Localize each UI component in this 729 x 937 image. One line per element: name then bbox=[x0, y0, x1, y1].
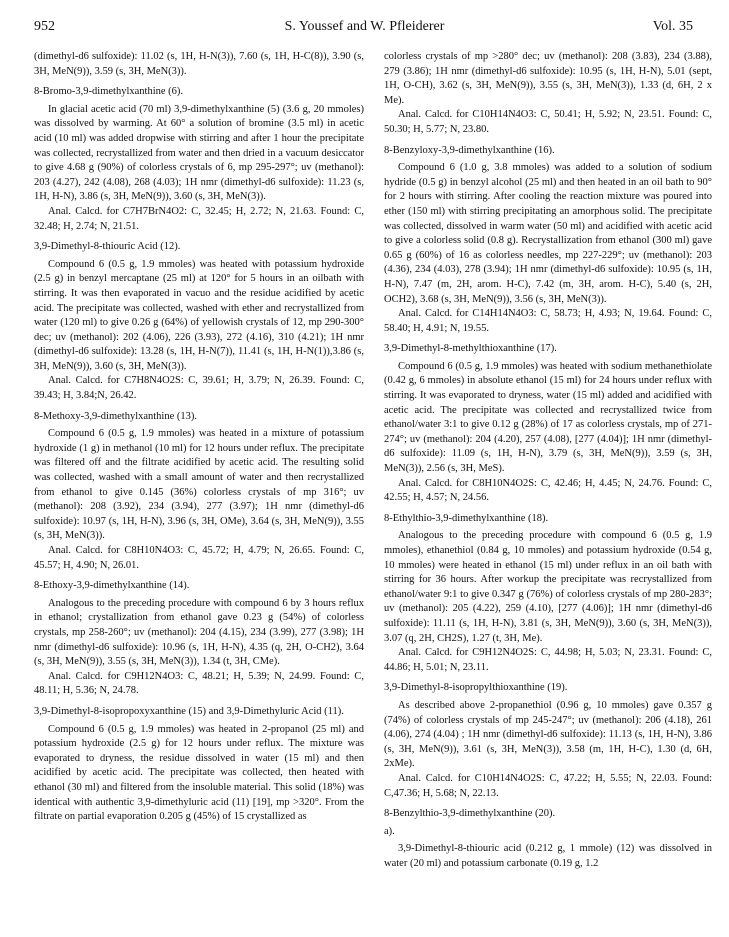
section-heading: 8-Ethylthio-3,9-dimethylxanthine (18). bbox=[384, 512, 549, 524]
paragraph: Compound 6 (0.5 g, 1.9 mmoles) was heated in 2-propanol (25 ml) and potassium hydroxide (2.5 g) for 12 hours under reflux. The mixture was evaporated to dryness, the residue dissolved in water (15 ml) and then acidified by acetic acid. The precipitate was collected, then heated with ethanol (30 ml) and filtered from the insoluble material. This solid (18%) was identical with authentic 3,9-dimethyluric acid (11) [19], mp >320°. From the filtrate on partial evaporation 0.205 g (45%) of 15 crystallized as bbox=[34, 723, 364, 823]
section-heading: 8-Benzylthio-3,9-dimethylxanthine (20). bbox=[384, 808, 556, 820]
right-column bbox=[384, 50, 712, 871]
analysis-line: Anal. Calcd. for C10H14N4O2S: C, 47.22; H, 5.55; N, 22.03. Found: C,47.36; H, 5.68; N, 22.13. bbox=[384, 772, 712, 799]
analysis-line: Anal. Calcd. for C7H8N4O2S: C, 39.61; H, 3.79; N, 26.39. Found: C, 39.43; H, 3.84;N, 26.42. bbox=[34, 375, 364, 402]
paragraph: As described above 2-propanethiol (0.96 g, 10 mmoles) gave 0.357 g (74%) of colorless crystals of mp 245-247°; uv (methanol): 206 (4.18), 261 (4.06), 274 (4.04) ; 1H nmr (dimethyl-d6 sulfoxide): 11.13 (s, 1H, H-N), 3.86 (s, 3H, MeN(9)), 3.61 (s, 3H, MeN(3)), 3.58 (m, 1H, H-C), 1.30 (d, 6H, 2xMe). bbox=[384, 699, 712, 770]
analysis-line: Anal. Calcd. for C10H14N4O3: C, 50.41; H, 5.92; N, 23.51. Found: C, 50.30; H, 5.77; N, 23.80. bbox=[384, 109, 712, 135]
paragraph: Compound 6 (0.5 g, 1.9 mmoles) was heated with potassium hydroxide (2.5 g) in benzyl mercaptane (25 ml) at 120° for 5 hours in an oilbath with stirring. It was then evaporated in vacuo and the residue acidified by acetic acid. The precipitate was collected, washed with ether and recrystallized from water (120 ml) to give 0.26 g (64%) of yellowish crystals of 12, mp 290-300° dec; uv (methanol): 202 (4.06), 226 (3.93), 272 (4.16), 310 (4.21); 1H nmr (dimethyl-d6 sulfoxide): 13.28 (s, 1H, H-N(7)), 11.41 (s, 1H, H-N(1)),3.86 (s, 3H, MeN(9)), 3.60 (s, 3H, MeN(3)). bbox=[34, 258, 364, 372]
section-heading: 8-Methoxy-3,9-dimethylxanthine (13). bbox=[34, 410, 198, 422]
section-heading: 3,9-Dimethyl-8-methylthioxanthine (17). bbox=[384, 343, 557, 355]
paragraph: Analogous to the preceding procedure with compound 6 by 3 hours reflux in ethanol; crystallization from ethanol gave 0.23 g (54%) of colorless crystals, mp 258-260°; uv (methanol): 204 (4.15), 234 (3.99), 277 (3.98); 1H nmr (dimethyl-d6 sulfoxide): 10.96 (s, 1H, H-N), 4.35 (q, 2H, O-CH2), 3.64 (s, 3H, MeN(9)), 3.55 (s, 3H, MeN(3)), 1.34 (t, 3H, CMe). bbox=[34, 597, 364, 668]
paragraph: Analogous to the preceding procedure with compound 6 (0.5 g, 1.9 mmoles), ethanethiol (0.84 g, 10 mmoles) and potassium hydroxide (0.54 g, 10 mmoles) were heated in ethanol (15 ml) under reflux in an oil bath with stirring for 36 hours. After workup the precipitate was recrystallized from ethanol/water 9:1 to give 0.347 g (76%) of colorless crystals of mp 280-283°; uv (methanol): 205 (4.22), 259 (4.10), [277 (4.06)]; 1H nmr (dimethyl-d6 sulfoxide): 11.11 (s, 1H, H-N), 3.81 (s, 3H, MeN(9)), 3.60 (s, 3H, MeN(3)), 3.07 (q, 2H, CH2S), 1.27 (t, 3H, Me). bbox=[384, 530, 712, 644]
section-heading: 3,9-Dimethyl-8-isopropoxyxanthine (15) and 3,9-Dimethyluric Acid (11). bbox=[34, 705, 344, 717]
volume-label: Vol. 35 bbox=[652, 19, 693, 34]
paragraph: Compound 6 (0.5 g, 1.9 mmoles) was heated with sodium methanethiolate (0.42 g, 6 mmoles) in absolute ethanol (15 ml) for 24 hours under reflux with stirring. It was evaporated to dryness, water (15 ml) added and acidified with acetic acid. The precipitate was collected and recrystallized twice from ethanol/water 3:1 to give 0.12 g (28%) of 17 as colorless crystals, mp of 271-274°; uv (methanol): 204 (4.20), 257 (4.08), [277 (4.04)]; 1H nmr (dimethyl-d6 sulfoxide): 11.09 (s, 1H, H-N), 3.79 (s, 3H, MeN(9)), 3.59 (s, 3H, MeN(3)), 2.56 (s, 3H, MeS). bbox=[384, 360, 712, 475]
analysis-line: Anal. Calcd. for C14H14N4O3: C, 58.73; H, 4.93; N, 19.64. Found: C, 58.40; H, 4.91; N, 19.55. bbox=[384, 308, 712, 334]
paragraph: In glacial acetic acid (70 ml) 3,9-dimethylxanthine (5) (3.6 g, 20 mmoles) was dissolved by warming. At 60° a solution of bromine (3.5 ml) in acetic acid (10 ml) was added dropwise with stirring and after 1 hour the precipitate was collected, recrystallized from water and then dried in a vacuum desiccator to give 4.68 g (90%) of colorless crystals of 6, mp 295-297°; uv (methanol): 203 (4.27), 242 (4.08), 268 (4.03); 1H nmr (dimethyl-d6 sulfoxide): 11.23 (s, 1H, H-N), 3.86 (s, 3H, MeN(9)), 3.60 (s, 3H, MeN(3)). bbox=[34, 103, 364, 203]
left-column bbox=[34, 50, 364, 825]
running-header-authors: S. Youssef and W. Pfleiderer bbox=[284, 19, 445, 34]
paragraph: Compound 6 (1.0 g, 3.8 mmoles) was added to a solution of sodium hydride (0.5 g) in benzyl alcohol (25 ml) and then heated in an oil bath to 90° for 2 hours with stirring. After cooling the reaction mixture was poured into ether (150 ml) with stirring precipitating an amorphous solid. The precipitate was collected, dissolved in warm water (50 ml) and acidified with acetic acid to give a colorless solid (0.8 g). Recrystallization from ethanol (300 ml) gave 0.65 g (60%) of 16 as colorless needles, mp 227-229°; uv (methanol): 203 (4.36), 234 (4.03), 278 (3.94); 1H nmr (dimethyl-d6 sulfoxide): 10.95 (s, 1H, H-N), 7.47 (m, 2H, arom. H-C), 7.42 (m, 3H, arom. H-C), 5.40 (s, 2H, OCH2), 3.68 (s, 3H, MeN(9)), 3.56 (s, 3H, MeN(3)). bbox=[384, 162, 712, 305]
subsection-label: a). bbox=[384, 825, 395, 837]
analysis-line: Anal. Calcd. for C9H12N4O2S: C, 44.98; H, 5.03; N, 23.31. Found: C, 44.86; H, 5.01; N, 23.11. bbox=[384, 647, 712, 673]
analysis-line: Anal. Calcd. for C9H12N4O3: C, 48.21; H, 5.39; N, 24.99. Found: C, 48.11; H, 5.36; N, 24.78. bbox=[34, 670, 364, 697]
section-heading: 8-Benzyloxy-3,9-dimethylxanthine (16). bbox=[384, 144, 555, 156]
section-heading: 8-Ethoxy-3,9-dimethylxanthine (14). bbox=[34, 580, 190, 592]
section-heading: 8-Bromo-3,9-dimethylxanthine (6). bbox=[34, 86, 184, 98]
paragraph: Compound 6 (0.5 g, 1.9 mmoles) was heated in a mixture of potassium hydroxide (1 g) in methanol (10 ml) for 12 hours under reflux. The precipitate was filtered off and the filtrate acidified by acetic acid. The resulting solid was collected, washed with a small amount of water and then recrystallized from ethanol to give 0.145 (36%) colorless crystals of mp 316°; uv (methanol): 208 (3.92), 234 (3.94), 277 (3.97); 1H nmr (dimethyl-d6 sulfoxide): 10.97 (s, 1H, H-N), 3.96 (s, 3H, OMe), 3.64 (s, 3H, MeN(9)), 3.55 (s, 3H, MeN(3)). bbox=[34, 428, 364, 542]
section-heading: 3,9-Dimethyl-8-thiouric Acid (12). bbox=[34, 241, 181, 253]
analysis-line: Anal. Calcd. for C8H10N4O3: C, 45.72; H, 4.79; N, 26.65. Found: C, 45.57; H, 4.90; N, 26.01. bbox=[34, 545, 364, 571]
paragraph: colorless crystals of mp >280° dec; uv (methanol): 208 (3.83), 234 (3.88), 279 (3.86); 1H nmr (dimethyl-d6 sulfoxide): 10.95 (s, 1H, H-N), 5.01 (sept, 1H, O-CH), 3.62 (s, 3H, MeN(9)), 3.55 (s, 3H, MeN(3)), 1.33 (d, 6H, 2 x Me). bbox=[384, 51, 712, 106]
analysis-line: Anal. Calcd. for C7H7BrN4O2: C, 32.45; H, 2.72; N, 21.63. Found: C, 32.48; H, 2.74; N, 21.51. bbox=[34, 205, 364, 232]
paragraph: 3,9-Dimethyl-8-thiouric acid (0.212 g, 1 mmole) (12) was dissolved in water (20 ml) and potassium carbonate (0.19 g, 1.2 bbox=[384, 843, 712, 869]
paragraph: (dimethyl-d6 sulfoxide): 11.02 (s, 1H, H-N(3)), 7.60 (s, 1H, H-C(8)), 3.90 (s, 3H, MeN(9)), 3.59 (s, 3H, MeN(3)). bbox=[34, 51, 364, 77]
section-heading: 3,9-Dimethyl-8-isopropylthioxanthine (19). bbox=[384, 682, 568, 694]
analysis-line: Anal. Calcd. for C8H10N4O2S: C, 42.46; H, 4.45; N, 24.76. Found: C, 42.55; H, 4.57; N, 24.56. bbox=[384, 477, 712, 504]
page-number: 952 bbox=[34, 19, 55, 34]
